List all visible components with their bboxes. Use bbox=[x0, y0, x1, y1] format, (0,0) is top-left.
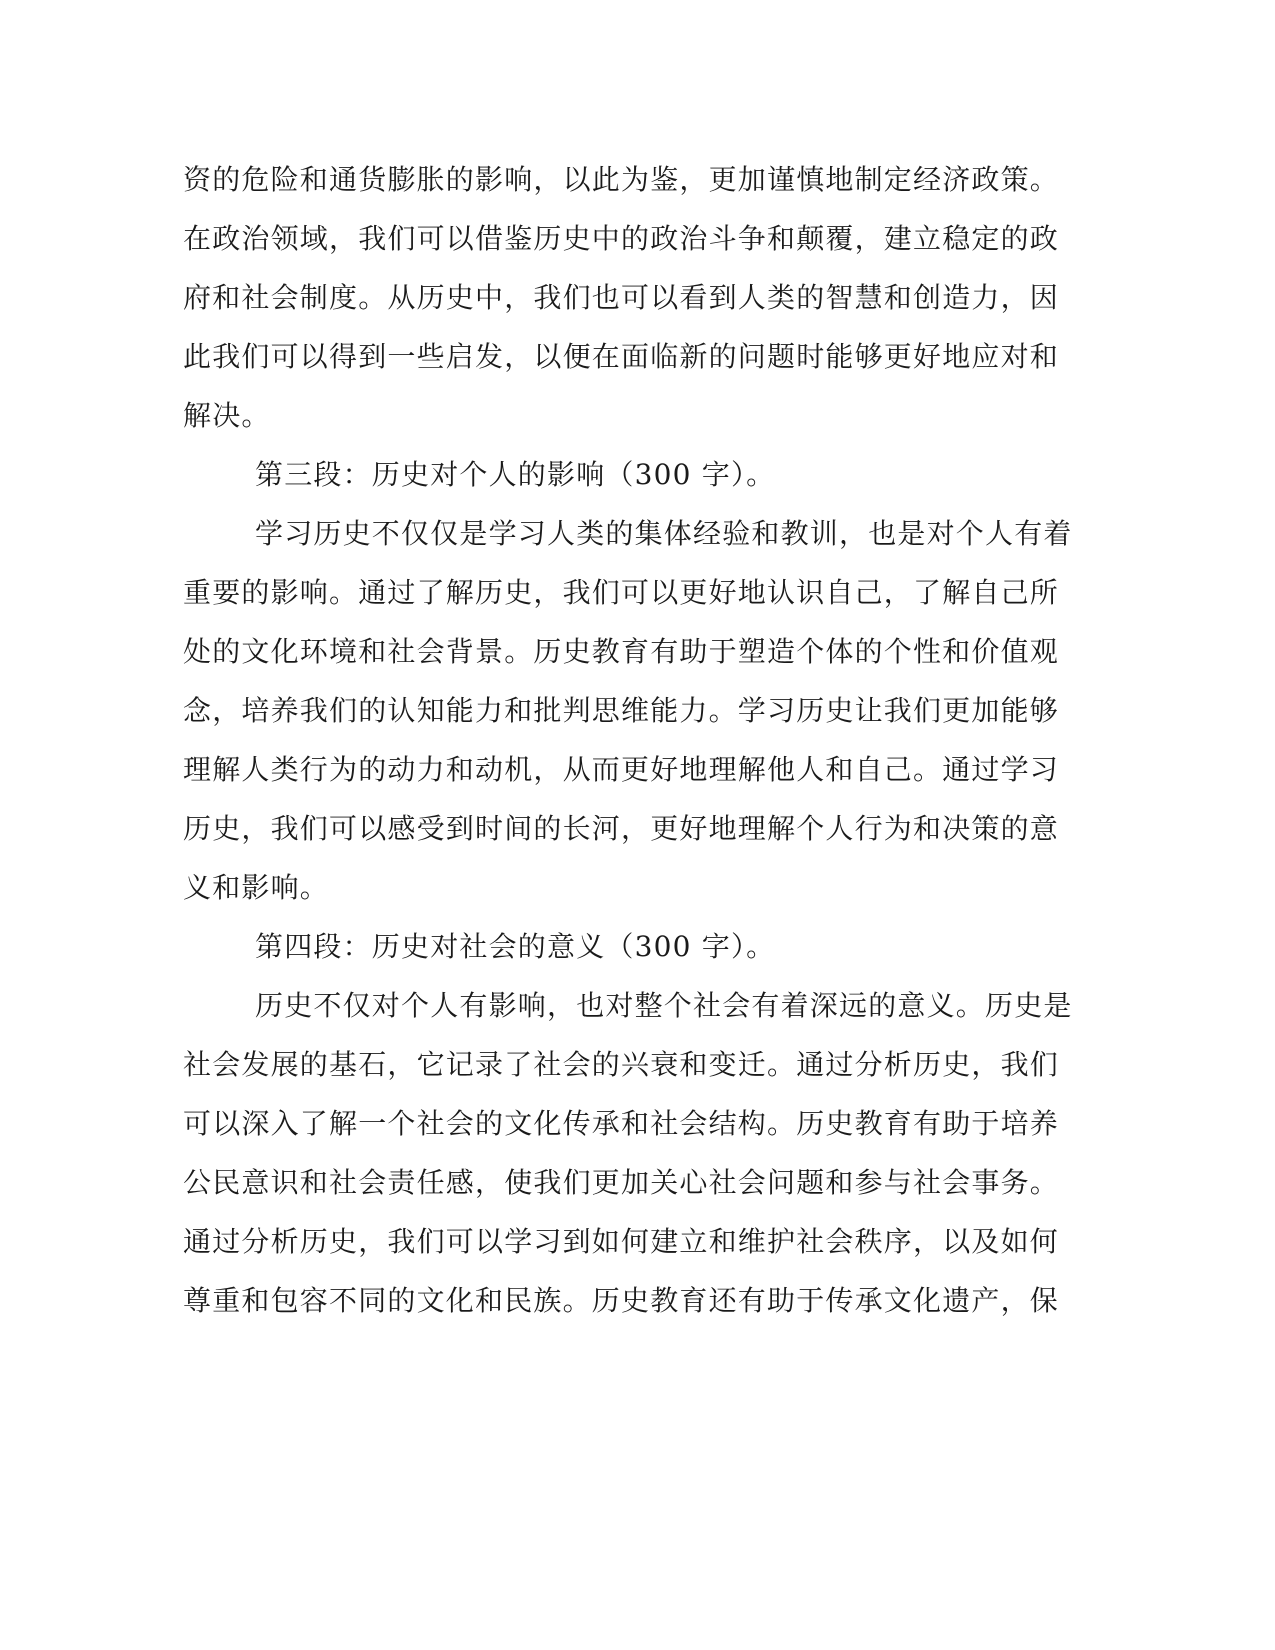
text-line: 府和社会制度。从历史中，我们也可以看到人类的智慧和创造力，因 bbox=[183, 281, 1060, 314]
text-line: 解决。 bbox=[183, 399, 271, 432]
text-line: 历史不仅对个人有影响，也对整个社会有着深远的意义。历史是 bbox=[255, 989, 1073, 1022]
text-line: 可以深入了解一个社会的文化传承和社会结构。历史教育有助于培养 bbox=[183, 1107, 1060, 1140]
text-line: 通过分析历史，我们可以学习到如何建立和维护社会秩序，以及如何 bbox=[183, 1225, 1060, 1258]
text-line: 尊重和包容不同的文化和民族。历史教育还有助于传承文化遗产，保 bbox=[183, 1284, 1060, 1317]
text-line: 念，培养我们的认知能力和批判思维能力。学习历史让我们更加能够 bbox=[183, 694, 1060, 727]
section-heading-3: 第三段：历史对个人的影响（300 字）。 bbox=[255, 458, 776, 491]
text-line: 此我们可以得到一些启发，以便在面临新的问题时能够更好地应对和 bbox=[183, 340, 1060, 373]
text-line: 学习历史不仅仅是学习人类的集体经验和教训，也是对个人有着 bbox=[255, 517, 1073, 550]
text-line: 公民意识和社会责任感，使我们更加关心社会问题和参与社会事务。 bbox=[183, 1166, 1060, 1199]
text-line: 重要的影响。通过了解历史，我们可以更好地认识自己，了解自己所 bbox=[183, 576, 1060, 609]
text-line: 历史，我们可以感受到时间的长河，更好地理解个人行为和决策的意 bbox=[183, 812, 1060, 845]
text-line: 义和影响。 bbox=[183, 871, 330, 904]
text-line: 社会发展的基石，它记录了社会的兴衰和变迁。通过分析历史，我们 bbox=[183, 1048, 1060, 1081]
text-line: 资的危险和通货膨胀的影响，以此为鉴，更加谨慎地制定经济政策。 bbox=[183, 163, 1060, 196]
text-line: 处的文化环境和社会背景。历史教育有助于塑造个体的个性和价值观 bbox=[183, 635, 1060, 668]
text-line: 在政治领域，我们可以借鉴历史中的政治斗争和颠覆，建立稳定的政 bbox=[183, 222, 1060, 255]
text-line: 理解人类行为的动力和动机，从而更好地理解他人和自己。通过学习 bbox=[183, 753, 1060, 786]
section-heading-4: 第四段：历史对社会的意义（300 字）。 bbox=[255, 930, 776, 963]
